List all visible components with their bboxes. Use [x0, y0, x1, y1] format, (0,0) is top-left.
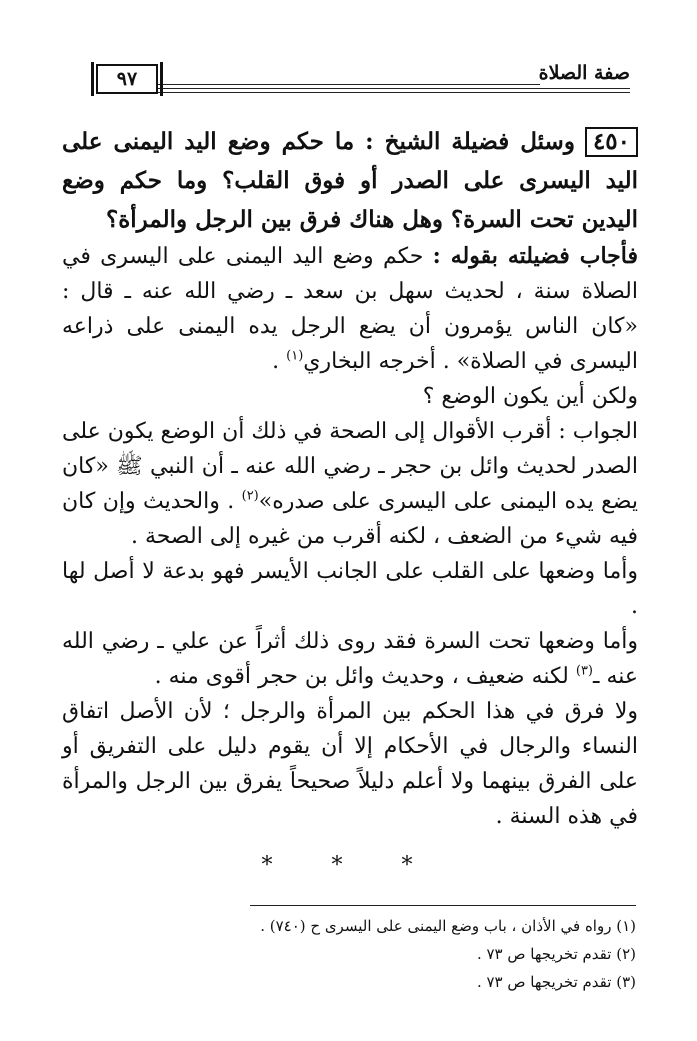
answer-text-3-end: . والحديث وإن كان فيه شيء من الضعف ، لكنه أقرب من غيره إلى الصحة . — [62, 489, 638, 549]
header-rule — [158, 88, 630, 89]
footnote-ref-2: (٢) — [241, 488, 259, 504]
footnote-2: (٢) تقدم تخريجها ص ٧٣ . — [476, 945, 636, 963]
footnotes — [62, 912, 636, 996]
footnote-rule — [250, 905, 636, 906]
answer-text-3: الجواب : أقرب الأقوال إلى الصحة في ذلك أن الوضع يكون على الصدر لحديث وائل بن حجر ـ رضي الله عنه ـ أن النبي ﷺ «كان يضع يده اليمنى على اليسرى على صدره» — [62, 419, 638, 514]
answer-text-5: وأما وضعها تحت السرة فقد روى ذلك أثراً عن علي ـ رضي الله عنه ـ — [62, 629, 638, 689]
main-text — [62, 122, 638, 883]
answer-lead: فأجاب فضيلته بقوله : — [432, 243, 638, 269]
question-number: ٤٥٠ — [585, 127, 638, 157]
answer-paragraph-5 — [62, 624, 638, 694]
footnote-1: (١) رواه في الأذان ، باب وضع اليمنى على اليسرى ح (٧٤٠) . — [260, 917, 636, 935]
answer-text-4: وأما وضعها على القلب على الجانب الأيسر فهو بدعة لا أصل لها . — [62, 559, 638, 619]
footnote-ref-3: (٣) — [575, 663, 593, 679]
answer-text-2: ولكن أين يكون الوضع ؟ — [422, 384, 638, 409]
section-separator: * * * — [261, 853, 439, 878]
answer-paragraph-2 — [62, 379, 638, 414]
page-number: ٩٧ — [96, 64, 158, 94]
answer-text-1-end: . — [272, 349, 287, 374]
footnote-ref-1: (١) — [286, 348, 304, 364]
footnote-3: (٣) تقدم تخريجها ص ٧٣ . — [476, 973, 636, 991]
header-title: صفة الصلاة — [538, 62, 630, 84]
question-paragraph — [62, 122, 638, 239]
answer-text-6: ولا فرق في هذا الحكم بين المرأة والرجل ؛ لأن الأصل اتفاق النساء والرجال في الأحكام إلا أن يقوم دليل على التفريق أو على الفرق بينهما ولا أعلم دليلاً صحيحاً يفرق بين الرجل والمرأة في هذه السنة . — [62, 699, 638, 829]
running-header — [66, 62, 630, 98]
answer-paragraph-1 — [62, 239, 638, 379]
header-rule — [158, 92, 630, 93]
answer-paragraph-6 — [62, 694, 638, 834]
answer-text-1: حكم وضع اليد اليمنى على اليسرى في الصلاة سنة ، لحديث سهل بن سعد ـ رضي الله عنه ـ قال : «كان الناس يؤمرون أن يضع الرجل يده اليمنى على ذراعه اليسرى في الصلاة» . أخرجه البخاري — [62, 244, 639, 374]
answer-paragraph-4 — [62, 554, 638, 624]
answer-paragraph-3 — [62, 414, 638, 554]
question-text: وسئل فضيلة الشيخ : ما حكم وضع اليد اليمنى على اليد اليسرى على الصدر أو فوق القلب؟ وما حكم وضع اليدين تحت السرة؟ وهل هناك فرق بين الرجل والمرأة؟ — [62, 128, 638, 233]
answer-text-5-end: لكنه ضعيف ، وحديث وائل بن حجر أقوى منه . — [154, 664, 576, 689]
header-rule — [158, 84, 540, 85]
